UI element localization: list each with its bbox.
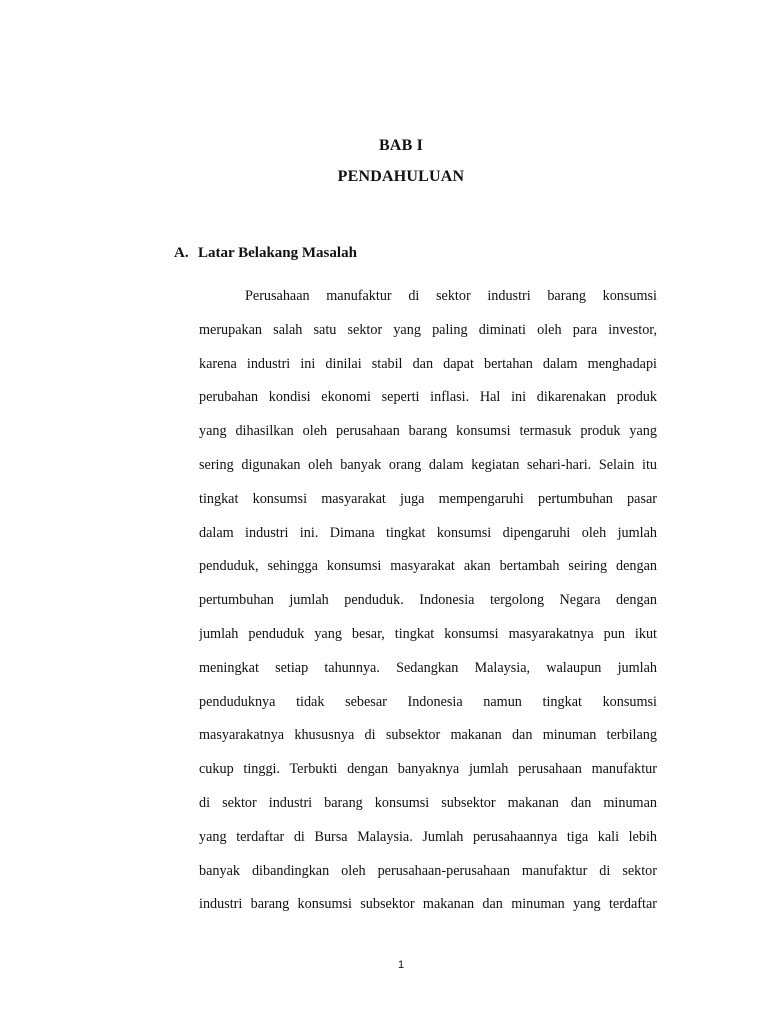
paragraph-line: banyak dibandingkan oleh perusahaan-perusahaan manufaktur di sektor <box>199 862 657 879</box>
paragraph-line: masyarakatnya khususnya di subsektor makanan dan minuman terbilang <box>199 727 657 744</box>
body-paragraph <box>199 280 657 922</box>
paragraph-line: meningkat setiap tahunnya. Sedangkan Malaysia, walaupun jumlah <box>199 659 657 676</box>
paragraph-line: yang dihasilkan oleh perusahaan barang konsumsi termasuk produk yang <box>199 423 657 440</box>
chapter-label: BAB I <box>378 137 424 154</box>
paragraph-line: Perusahaan manufaktur di sektor industri barang konsumsi <box>245 288 657 304</box>
paragraph-line: pertumbuhan jumlah penduduk. Indonesia tergolong Negara dengan <box>199 592 657 609</box>
paragraph-line: cukup tinggi. Terbukti dengan banyaknya jumlah perusahaan manufaktur <box>199 761 657 778</box>
paragraph-line: perubahan kondisi ekonomi seperti inflasi. Hal ini dikarenakan produk <box>199 389 657 406</box>
paragraph-line: yang terdaftar di Bursa Malaysia. Jumlah perusahaannya tiga kali lebih <box>199 828 657 845</box>
section-heading <box>174 245 357 262</box>
paragraph-line: tingkat konsumsi masyarakat juga mempengaruhi pertumbuhan pasar <box>199 490 657 507</box>
paragraph-line: penduduknya tidak sebesar Indonesia namun tingkat konsumsi <box>199 693 657 710</box>
section-title: Latar Belakang Masalah <box>198 245 357 261</box>
paragraph-line: jumlah penduduk yang besar, tingkat konsumsi masyarakatnya pun ikut <box>199 625 657 642</box>
paragraph-line: penduduk, sehingga konsumsi masyarakat akan bertambah seiring dengan <box>199 558 657 575</box>
paragraph-line: karena industri ini dinilai stabil dan dapat bertahan dalam menghadapi <box>199 355 657 372</box>
paragraph-line: sering digunakan oleh banyak orang dalam kegiatan sehari-hari. Selain itu <box>199 456 657 473</box>
paragraph-line: industri barang konsumsi subsektor makanan dan minuman yang terdaftar <box>199 896 657 913</box>
paragraph-line: merupakan salah satu sektor yang paling diminati oleh para investor, <box>199 321 657 338</box>
paragraph-line: dalam industri ini. Dimana tingkat konsumsi dipengaruhi oleh jumlah <box>199 524 657 541</box>
chapter-title: PENDAHULUAN <box>337 168 465 185</box>
paragraph-line: di sektor industri barang konsumsi subsektor makanan dan minuman <box>199 794 657 811</box>
page-number: 1 <box>397 959 405 971</box>
section-marker: A. <box>174 245 189 261</box>
